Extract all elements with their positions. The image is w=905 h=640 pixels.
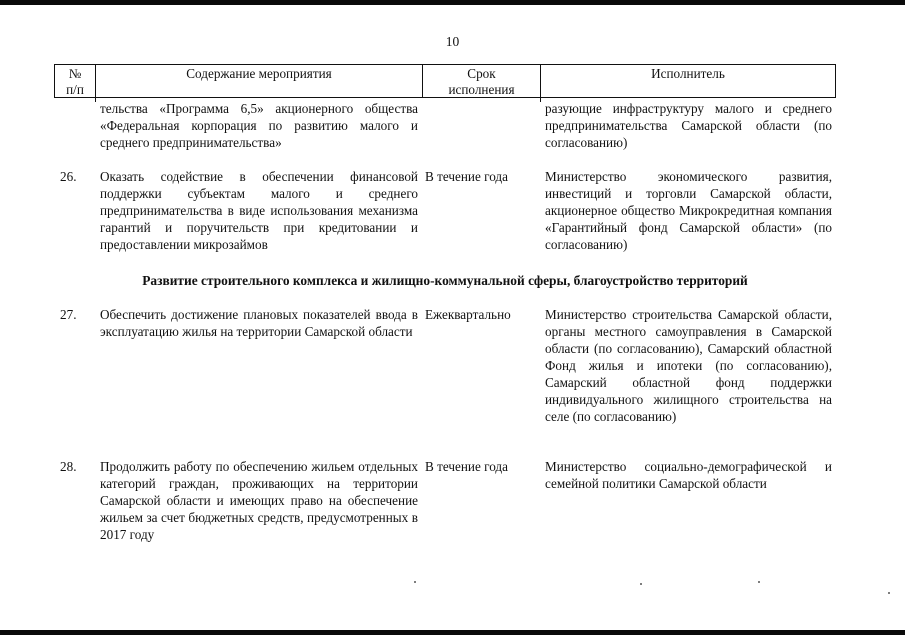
scan-speck	[640, 583, 642, 585]
row-term: Ежеквартально	[425, 307, 511, 322]
row-executor: Министерство социально-демографической и семейной политики Самарской области	[545, 459, 832, 491]
row-executor: Министерство экономического развития, инвестиций и торговли Самарской области, акционерное общество Микрокредитная компания «Гарантийный фонд Самарской области» (по согласованию)	[545, 169, 832, 252]
row-number: 27.	[60, 307, 77, 322]
header-term-line2: исполнения	[448, 82, 515, 97]
scan-speck	[414, 581, 416, 583]
continuation-executor: разующие инфраструктуру малого и среднего предпринимательства Самарской области (по согласованию)	[545, 101, 832, 150]
header-number-symbol: №	[68, 66, 82, 81]
continuation-content: тельства «Программа 6,5» акционерного общества «Федеральная корпорация по развитию малого и среднего предпринимательства»	[100, 101, 418, 150]
header-content: Содержание мероприятия	[186, 66, 332, 81]
row-term: В течение года	[425, 459, 508, 474]
header-number-abbrev: п/п	[66, 82, 84, 97]
row-number: 26.	[60, 169, 77, 184]
header-term-line1: Срок	[467, 66, 496, 81]
scan-speck	[758, 581, 760, 583]
header-top-rule	[54, 64, 836, 65]
header-term	[423, 66, 540, 98]
scan-border-top	[0, 0, 905, 5]
row-content: Продолжить работу по обеспечению жильем отдельных категорий граждан, проживающих на территории Самарской области и имеющих право на обеспечение жильем за счет бюджетных средств, предусмотренных в 2017 году	[100, 459, 418, 542]
header-executor: Исполнитель	[651, 66, 725, 81]
page-number: 10	[445, 34, 460, 49]
scan-speck	[888, 592, 890, 594]
column-divider-content	[95, 97, 96, 102]
row-content: Обеспечить достижение плановых показателей ввода в эксплуатацию жилья на территории Самарской области	[100, 307, 418, 339]
scan-border-bottom	[0, 630, 905, 635]
column-divider-term	[540, 97, 541, 102]
section-title: Развитие строительного комплекса и жилищно-коммунальной сферы, благоустройство территорий	[142, 273, 748, 288]
header-right-rule	[835, 64, 836, 98]
row-executor: Министерство строительства Самарской области, органы местного самоуправления в Самарской области (по согласованию), Самарский областной Фонд жилья и ипотеки (по согласованию), Самарский областной фонд поддержки индивидуального жилищного строительства на селе (по согласованию)	[545, 307, 832, 424]
row-number: 28.	[60, 459, 77, 474]
header-number	[55, 66, 95, 98]
row-term: В течение года	[425, 169, 508, 184]
row-content: Оказать содействие в обеспечении финансовой поддержки субъектам малого и среднего предпринимательства в виде использования механизма гарантий и поручительств при кредитовании и предоставлении микрозаймов	[100, 169, 418, 252]
